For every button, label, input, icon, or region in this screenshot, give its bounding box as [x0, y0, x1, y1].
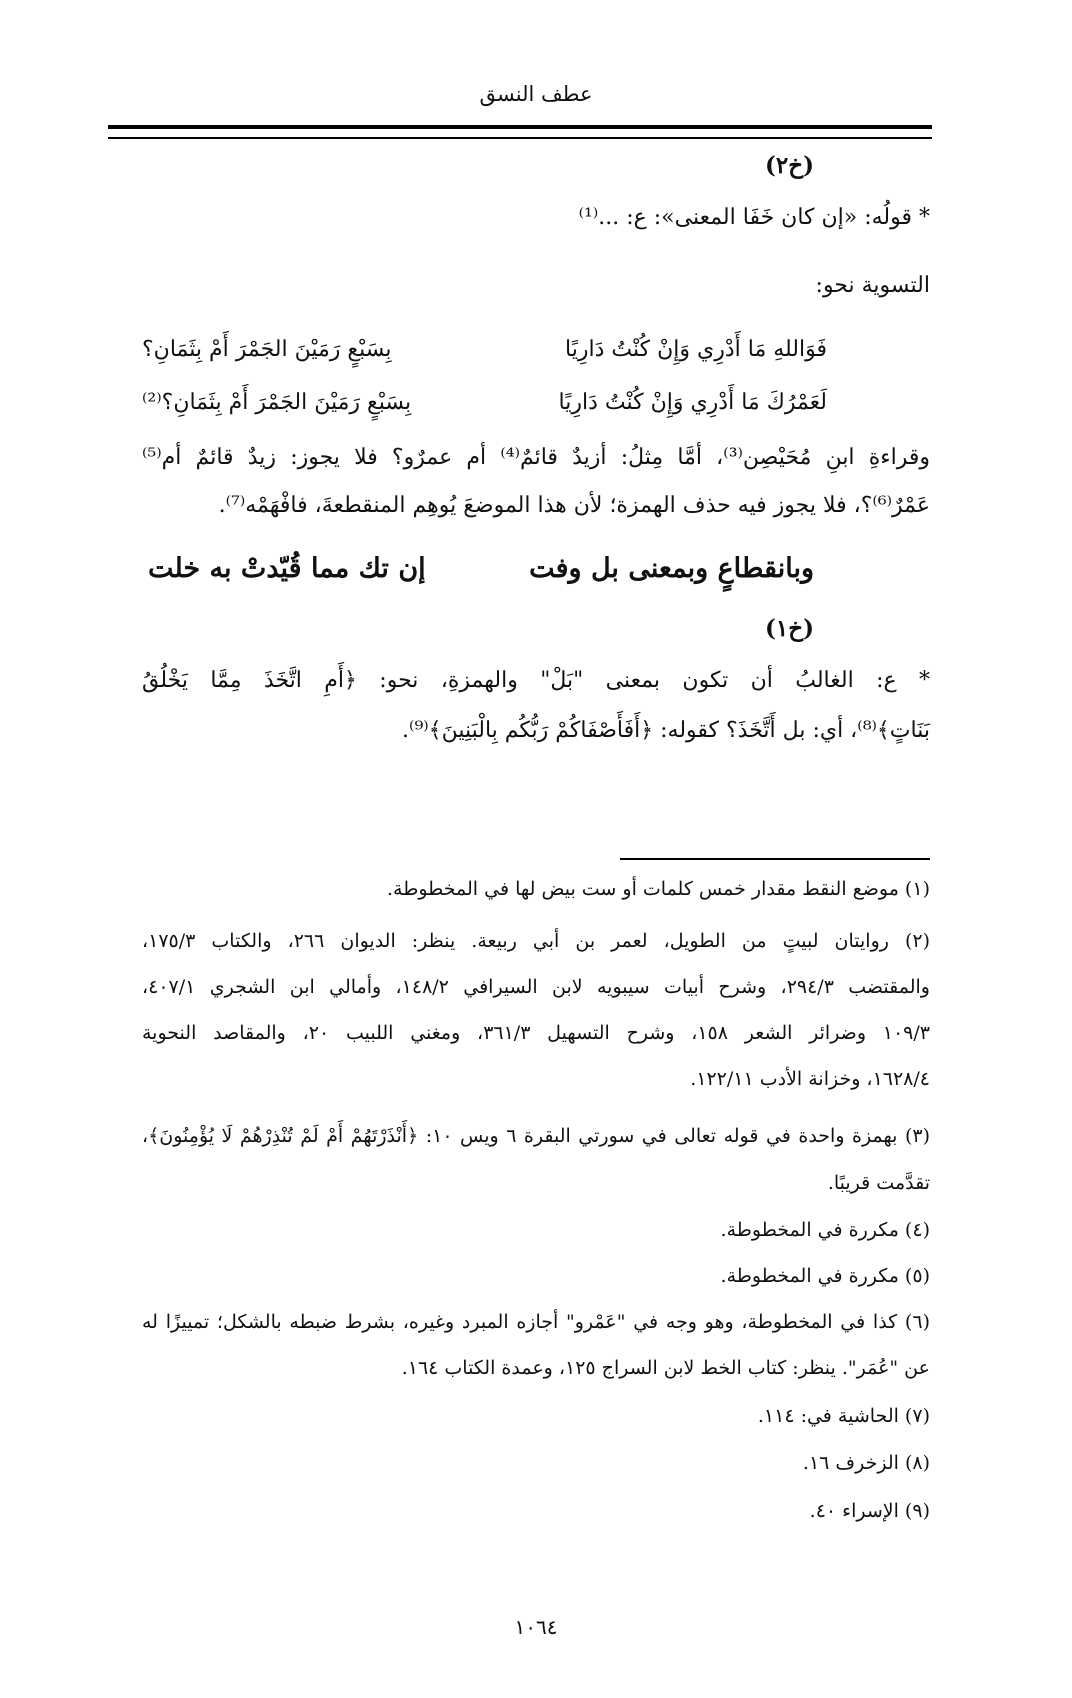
- footnote-2-line-2: والمقتضب ٢٩٤/٣، وشرح أبيات سيبويه لابن السيرافي ١٤٨/٢، وأمالي ابن الشجري ٤٠٧/١،: [142, 976, 930, 998]
- header-rule-thick: [108, 125, 932, 129]
- header-rule-thin: [108, 137, 932, 139]
- body-line-banat: بَنَاتٍ﴾⁽⁸⁾، أي: بل أَتَّخَذَ؟ كقوله: ﴿أَفَأَصْفَاكُمْ رَبُّكُم بِالْبَنِينَ﴾⁽⁹⁾.: [402, 718, 930, 743]
- footnote-8: (٨) الزخرف ١٦.: [802, 1452, 930, 1474]
- manuscript-ref-kha2: (خ٢): [765, 152, 814, 179]
- page-number: ١٠٦٤: [514, 1615, 558, 1639]
- footnote-2-line-3: ١٠٩/٣ وضرائر الشعر ١٥٨، وشرح التسهيل ٣٦١/٣، ومغني اللبيب ٢٠، والمقاصد النحوية: [142, 1022, 930, 1044]
- footnote-6-line-2: عن "عُمَر". ينظر: كتاب الخط لابن السراج ١٢٥، وعمدة الكتاب ١٦٤.: [401, 1357, 930, 1379]
- footnote-3-line-1: (٣) بهمزة واحدة في قوله تعالى في سورتي البقرة ٦ ويس ١٠: ﴿أَنْذَرْتَهُمْ أَمْ لَمْ تُنْذِرْهُمْ لَا يُؤْمِنُونَ﴾،: [142, 1125, 931, 1147]
- body-line-fala-yajuz: عَمْرٌ⁽⁶⁾؟، فلا يجوز فيه حذف الهمزة؛ لأن هذا الموضعَ يُوهِم المنقطعةَ، فافْهَمْه⁽⁷⁾.: [218, 493, 930, 518]
- running-title: عطف النسق: [479, 82, 593, 106]
- verse1-second-hemistich: بِسَبْعٍ رَمَيْنَ الجَمْرَ أَمْ بِثَمَانِ؟: [142, 337, 392, 362]
- footnote-4: (٤) مكررة في المخطوطة.: [720, 1219, 930, 1241]
- body-line-qiraah: وقراءةِ ابنِ مُحَيْصِن⁽³⁾، أمَّا مِثلُ: أزيدٌ قائمٌ⁽⁴⁾ أم عمرٌو؟ فلا يجوز: زيدٌ قائمٌ أم⁽⁵⁾: [142, 445, 930, 470]
- footnote-separator: [620, 858, 930, 860]
- footnote-5: (٥) مكررة في المخطوطة.: [720, 1265, 930, 1287]
- body-line-taswiya: التسوية نحو:: [815, 273, 930, 298]
- footnote-9: (٩) الإسراء ٤٠.: [809, 1500, 930, 1522]
- footnote-6-line-1: (٦) كذا في المخطوطة، وهو وجه في "عَمْرو" أجازه المبرد وغيره، بشرط ضبطه بالشكل؛ تمييزًا له: [142, 1311, 930, 1333]
- verse2-first-hemistich: لَعَمْرُكَ مَا أَدْرِي وَإِنْ كُنْتُ دَارِيًا: [558, 390, 827, 415]
- body-line-qawluh: * قولُه: «إن كان خَفَا المعنى»: ع: ...⁽¹⁾: [578, 205, 930, 230]
- poem-second-hemistich: إن تك مما قُيّدتْ به خلت: [148, 553, 426, 584]
- verse2-second-hemistich: بِسَبْعٍ رَمَيْنَ الجَمْرَ أَمْ بِثَمَانِ؟⁽²⁾: [142, 390, 412, 415]
- footnote-1: (١) موضع النقط مقدار خمس كلمات أو ست بيض لها في المخطوطة.: [387, 878, 930, 900]
- footnote-2-line-1: (٢) روايتان لبيتٍ من الطويل، لعمر بن أبي ربيعة. ينظر: الديوان ٢٦٦، والكتاب ١٧٥/٣،: [142, 930, 930, 952]
- poem-first-hemistich: وبانقطاعٍ وبمعنى بل وفت: [529, 553, 814, 584]
- footnote-7: (٧) الحاشية في: ١١٤.: [757, 1405, 930, 1427]
- verse1-first-hemistich: فَوَاللهِ مَا أَدْرِي وَإِنْ كُنْتُ دَارِيًا: [565, 337, 827, 362]
- manuscript-ref-kha1: (خ١): [765, 615, 814, 642]
- footnote-3-line-2: تقدَّمت قريبًا.: [827, 1172, 930, 1194]
- body-line-ghalib: * ع: الغالبُ أن تكون بمعنى "بَلْ" والهمزةِ، نحو: ﴿أَمِ اتَّخَذَ مِمَّا يَخْلُقُ: [142, 668, 930, 693]
- footnote-2-line-4: ١٦٢٨/٤، وخزانة الأدب ١٢٢/١١.: [690, 1068, 930, 1090]
